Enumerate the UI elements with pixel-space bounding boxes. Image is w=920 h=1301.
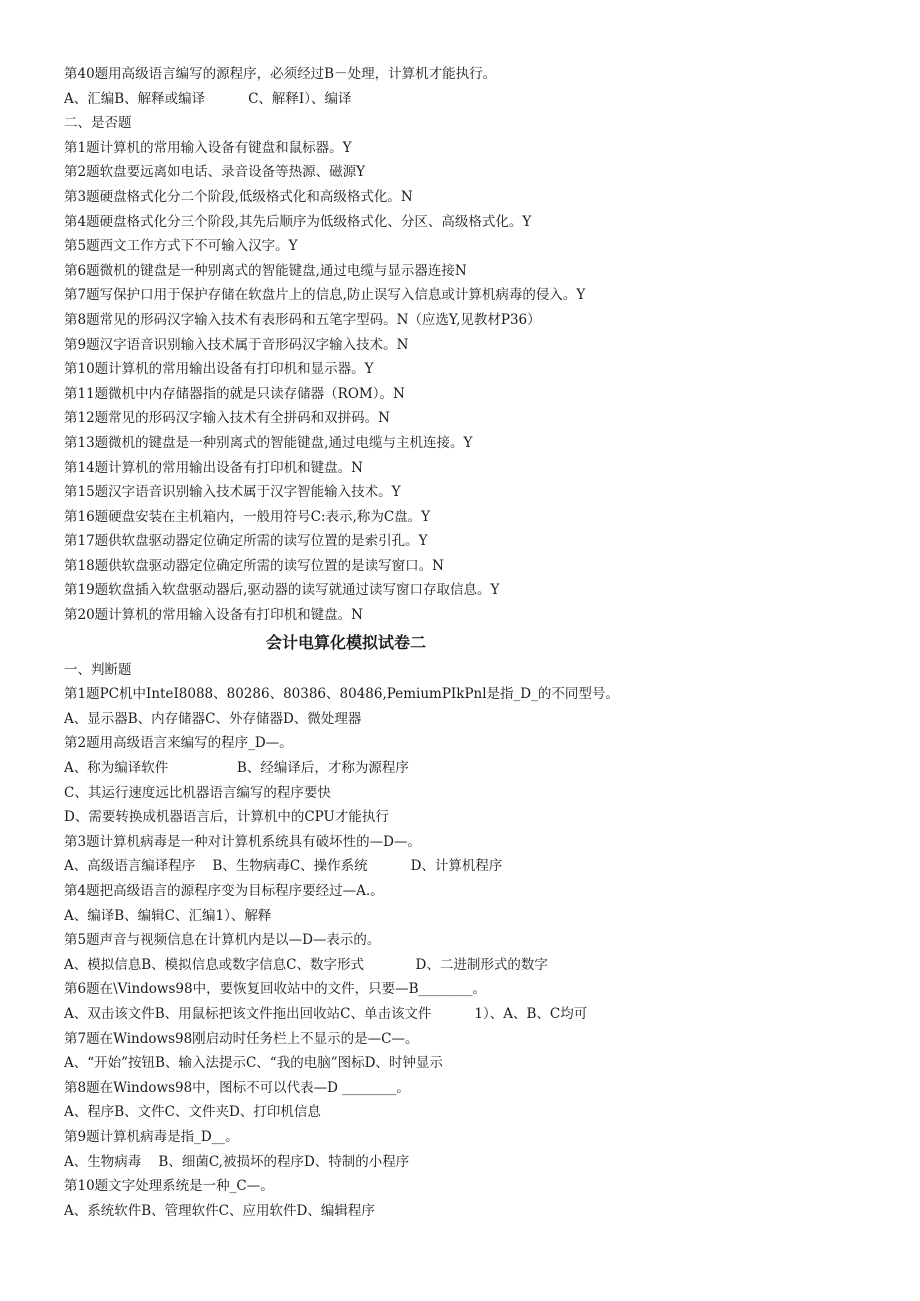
question-line: 第14题计算机的常用输出设备有打印机和键盘。N bbox=[64, 459, 363, 476]
question-line: 第15题汉字语音识别输入技术属于汉字智能输入技术。Y bbox=[64, 484, 401, 501]
question-line: 第2题软盘要远离如电话、录音设备等热源、磁源Y bbox=[64, 164, 366, 181]
question-line: 第9题汉字语音识别输入技术属于音形码汉字输入技术。N bbox=[64, 336, 409, 353]
question-line: 第11题微机中内存储器指的就是只读存储器（ROM）。N bbox=[64, 385, 405, 402]
section-2 bbox=[64, 658, 864, 1224]
section-heading: 二、是否题 bbox=[64, 115, 132, 132]
question-line: 第1题计算机的常用输入设备有键盘和鼠标器。Y bbox=[64, 139, 352, 156]
option-line: A、生物病毒 B、细菌C,被损坏的程序D、特制的小程序 bbox=[64, 1153, 410, 1170]
question-line: 第12题常见的形码汉字输入技术有全拼码和双拼码。N bbox=[64, 410, 390, 427]
document-content bbox=[64, 62, 864, 1223]
question-line: 第17题供软盘驱动器定位确定所需的读写位置的是索引孔。Y bbox=[64, 533, 428, 550]
section-heading: 一、判断题 bbox=[64, 661, 132, 678]
option-line: A、“开始”按钮B、输入法提示C、“我的电脑”图标D、时钟显示 bbox=[64, 1055, 443, 1072]
section-1 bbox=[64, 62, 864, 628]
text-line: A、汇编B、解释或编译 C、解释I）、编译 bbox=[64, 90, 352, 107]
option-line: A、高级语言编译程序 B、生物病毒C、操作系统 D、计算机程序 bbox=[64, 858, 503, 875]
question-line: 第9题计算机病毒是指_D__。 bbox=[64, 1128, 239, 1145]
question-line: 第1题PC机中InteI8088、80286、80386、80486,PemiumPIkPnl是指_D_的不同型号。 bbox=[64, 686, 619, 703]
option-line: D、需要转换成机器语言后，计算机中的CPU才能执行 bbox=[64, 809, 389, 826]
option-line: A、系统软件B、管理软件C、应用软件D、编辑程序 bbox=[64, 1202, 375, 1219]
question-line: 第4题把高级语言的源程序变为目标程序要经过—A.。 bbox=[64, 883, 384, 899]
question-line: 第8题在Windows98中，图标不可以代表—D ________。 bbox=[64, 1079, 410, 1096]
question-line: 第20题计算机的常用输入设备有打印机和键盘。N bbox=[64, 607, 363, 624]
option-line: A、双击该文件B、用鼠标把该文件拖出回收站C、单击该文件 1）、A、B、C均可 bbox=[64, 1005, 588, 1022]
option-line: A、编译B、编辑C、汇编1）、解释 bbox=[64, 907, 272, 924]
question-line: 第13题微机的键盘是一种别离式的智能键盘,通过电缆与主机连接。Y bbox=[64, 434, 473, 451]
exam-title: 会计电算化模拟试卷二 bbox=[266, 632, 427, 652]
question-line: 第3题计算机病毒是一种对计算机系统具有破坏性的—D—。 bbox=[64, 833, 421, 850]
question-line: 第8题常见的形码汉字输入技术有表形码和五笔字型码。N（应选Y,见教材P36） bbox=[64, 311, 541, 328]
option-line: A、显示器B、内存储器C、外存储器D、微处理器 bbox=[64, 710, 362, 727]
text-line: 第40题用高级语言编写的源程序，必须经过B－处理，计算机才能执行。 bbox=[64, 66, 497, 82]
question-line: 第2题用高级语言来编写的程序_D—。 bbox=[64, 735, 293, 752]
option-line: A、称为编译软件 B、经编译后，才称为源程序 bbox=[64, 760, 409, 777]
question-line: 第5题声音与视频信息在计算机内是以—D—表示的。 bbox=[64, 932, 381, 949]
question-line: 第3题硬盘格式化分二个阶段,低级格式化和高级格式化。N bbox=[64, 188, 413, 205]
question-line: 第4题硬盘格式化分三个阶段,其先后顺序为低级格式化、分区、高级格式化。Y bbox=[64, 213, 532, 230]
question-line: 第10题计算机的常用输出设备有打印机和显示器。Y bbox=[64, 361, 374, 378]
question-line: 第18题供软盘驱动器定位确定所需的读写位置的是读写窗口。N bbox=[64, 557, 444, 574]
question-line: 第7题写保护口用于保护存储在软盘片上的信息,防止误写入信息或计算机病毒的侵入。Y bbox=[64, 287, 586, 304]
option-line: A、模拟信息B、模拟信息或数字信息C、数字形式 D、二进制形式的数字 bbox=[64, 956, 548, 973]
question-line: 第10题文字处理系统是一种_C—。 bbox=[64, 1178, 274, 1195]
question-line: 第5题西文工作方式下不可输入汉字。Y bbox=[64, 238, 298, 255]
question-line: 第6题在\Vindows98中，要恢复回收站中的文件，只要—B________。 bbox=[64, 981, 487, 998]
question-line: 第19题软盘插入软盘驱动器后,驱动器的读写就通过读写窗口存取信息。Y bbox=[64, 582, 500, 599]
option-line: A、程序B、文件C、文件夹D、打印机信息 bbox=[64, 1104, 321, 1121]
option-line: C、其运行速度远比机器语言编写的程序要快 bbox=[64, 784, 331, 801]
question-line: 第7题在Windows98刚启动时任务栏上不显示的是—C—。 bbox=[64, 1030, 419, 1047]
question-line: 第16题硬盘安装在主机箱内，一般用符号C:表示,称为C盘。Y bbox=[64, 508, 431, 525]
question-line: 第6题微机的键盘是一种别离式的智能键盘,通过电缆与显示器连接N bbox=[64, 262, 467, 279]
